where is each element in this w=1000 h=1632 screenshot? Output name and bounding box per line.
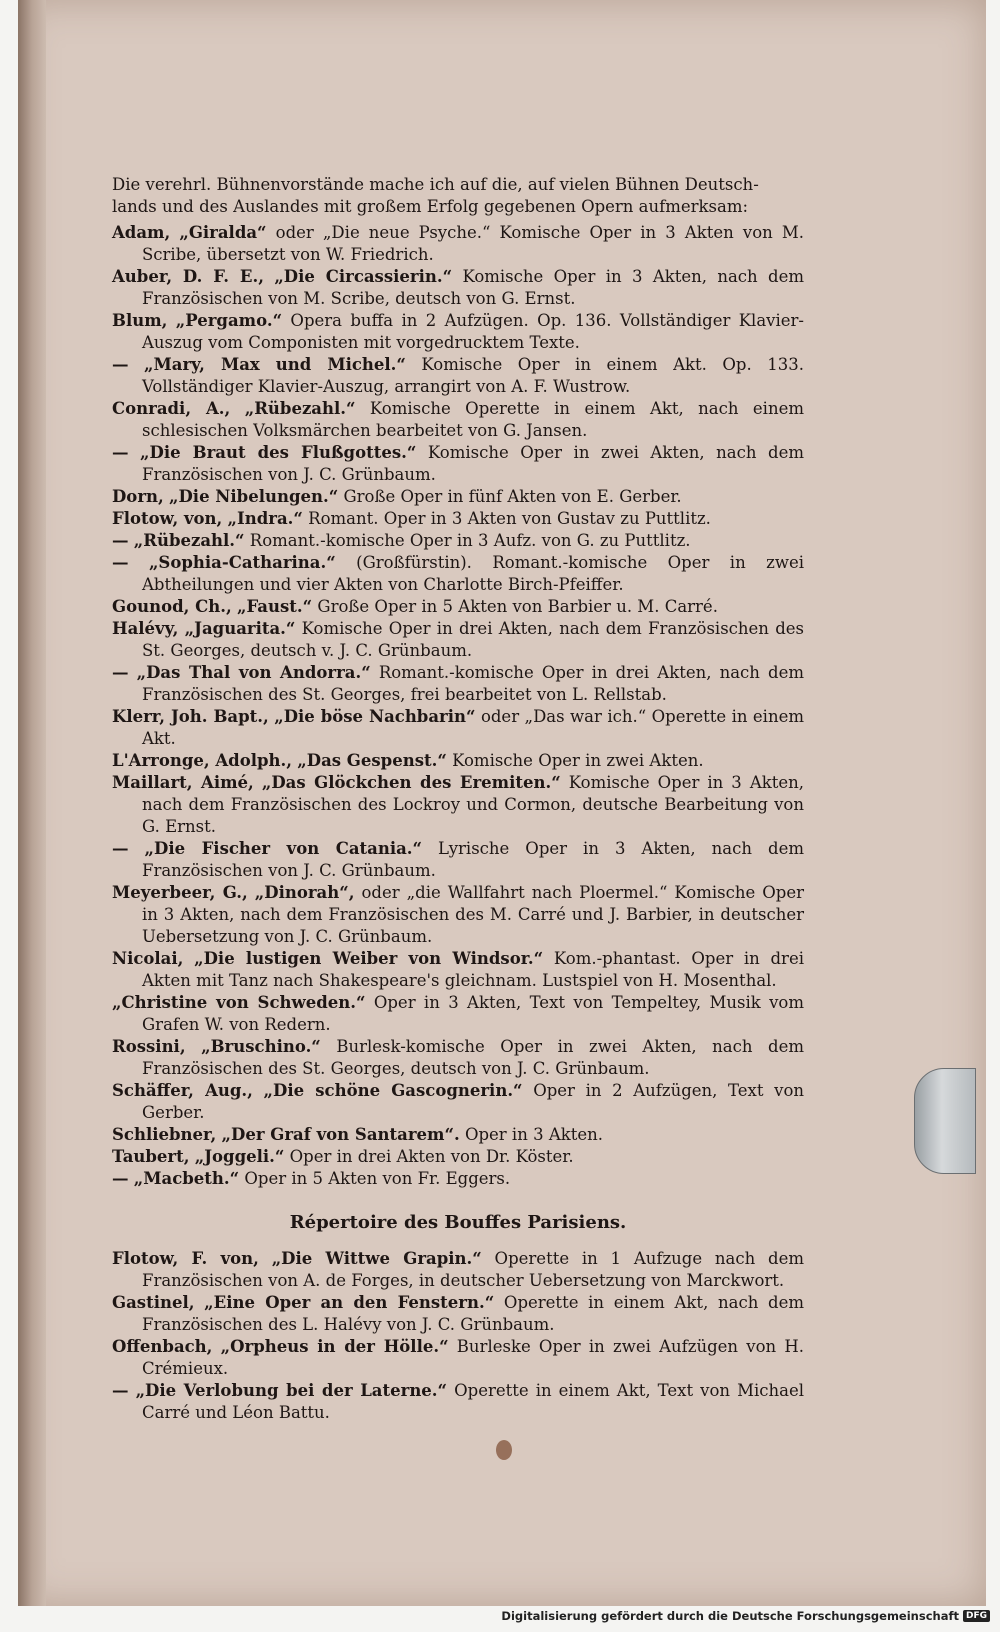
opera-title: „Die böse Nachbarin“ — [274, 707, 476, 726]
opera-entry — [112, 310, 804, 354]
opera-entry — [112, 882, 804, 948]
opera-title: „Das Glöckchen des Eremiten.“ — [261, 773, 561, 792]
opera-entry — [112, 618, 804, 662]
digitization-footer — [501, 1609, 990, 1623]
opera-entry — [112, 1036, 804, 1080]
opera-title: „Rübezahl.“ — [244, 399, 356, 418]
opera-entry — [112, 1380, 804, 1424]
opera-title: „Mary, Max und Michel.“ — [144, 355, 406, 374]
opera-title: „Christine von Schweden.“ — [112, 993, 366, 1012]
composer-name: Blum, — [112, 311, 168, 330]
opera-description: Komische Oper in 3 Akten, nach dem Französischen von M. Scribe, deutsch von G. Ernst. — [142, 267, 804, 308]
composer-name: Schäffer, Aug., — [112, 1081, 253, 1100]
opera-description: Romant.-komische Oper in drei Akten, nach dem Französischen des St. Georges, frei bearbeitet von L. Rellstab. — [142, 663, 804, 704]
opera-description: Romant. Oper in 3 Akten von Gustav zu Puttlitz. — [302, 509, 711, 528]
opera-entry — [112, 1336, 804, 1380]
composer-name: Flotow, von, — [112, 509, 223, 528]
intro-paragraph — [112, 174, 804, 218]
opera-description: oder „Die neue Psyche.“ Komische Oper in 3 Akten von M. Scribe, übersetzt von W. Friedrich. — [142, 223, 804, 264]
composer-name: Nicolai, — [112, 949, 184, 968]
opera-title: „Die Circassierin.“ — [274, 267, 453, 286]
opera-title: „Die Braut des Flußgottes.“ — [140, 443, 417, 462]
opera-title: „Eine Oper an den Fenstern.“ — [204, 1293, 495, 1312]
opera-title: „Macbeth.“ — [133, 1169, 240, 1188]
composer-name: Auber, D. F. E., — [112, 267, 264, 286]
opera-entry — [112, 1124, 804, 1146]
opera-title: „Faust.“ — [237, 597, 313, 616]
composer-name: Gastinel, — [112, 1293, 195, 1312]
opera-title: „Joggeli.“ — [194, 1147, 285, 1166]
composer-name: — — [112, 1169, 129, 1188]
composer-name: Klerr, Joh. Bapt., — [112, 707, 269, 726]
composer-name: — — [112, 443, 129, 462]
opera-entry — [112, 552, 804, 596]
opera-description: Oper in drei Akten von Dr. Köster. — [284, 1147, 574, 1166]
opera-entry — [112, 596, 804, 618]
opera-entry — [112, 992, 804, 1036]
opera-title: „Die Fischer von Catania.“ — [144, 839, 423, 858]
opera-entry — [112, 398, 804, 442]
composer-name: — — [112, 553, 129, 572]
opera-entry — [112, 222, 804, 266]
opera-description: Oper in 5 Akten von Fr. Eggers. — [239, 1169, 511, 1188]
opera-entry — [112, 838, 804, 882]
opera-title: „Pergamo.“ — [175, 311, 283, 330]
opera-entry — [112, 948, 804, 992]
opera-description: Burlesk-komische Oper in zwei Akten, nach dem Französischen des St. Georges, deutsch von J. C. Grünbaum. — [142, 1037, 804, 1078]
composer-name: — — [112, 531, 129, 550]
opera-entry — [112, 486, 804, 508]
opera-description: Komische Oper in einem Akt. Op. 133. Vollständiger Klavier-Auszug, arrangirt von A. F. Wustrow. — [142, 355, 804, 396]
opera-title: „Die Verlobung bei der Laterne.“ — [135, 1381, 448, 1400]
opera-title: „Die schöne Gascognerin.“ — [263, 1081, 523, 1100]
composer-name: Maillart, Aimé, — [112, 773, 254, 792]
opera-description: Komische Oper in zwei Akten. — [446, 751, 704, 770]
footer-text: Digitalisierung gefördert durch die Deutsche Forschungsgemeinschaft — [501, 1609, 959, 1623]
opera-list — [112, 222, 804, 1190]
composer-name: Conradi, A., — [112, 399, 231, 418]
opera-description: Burleske Oper in zwei Aufzügen von H. Crémieux. — [142, 1337, 804, 1378]
page-content — [112, 174, 804, 1424]
composer-name: Offenbach, — [112, 1337, 213, 1356]
composer-name: — — [112, 663, 129, 682]
opera-description: (Großfürstin). Romant.-komische Oper in zwei Abtheilungen und vier Akten von Charlotte Birch-Pfeiffer. — [142, 553, 804, 594]
opera-title: „Die Nibelungen.“ — [169, 487, 339, 506]
opera-title: „Indra.“ — [227, 509, 303, 528]
opera-title: „Orpheus in der Hölle.“ — [220, 1337, 449, 1356]
opera-title: „Jaguarita.“ — [184, 619, 296, 638]
opera-entry — [112, 772, 804, 838]
composer-name: — — [112, 839, 129, 858]
section-heading: Répertoire des Bouffes Parisiens. — [289, 1212, 627, 1233]
composer-name: Rossini, — [112, 1037, 186, 1056]
intro-line: lands und des Auslandes mit großem Erfolg gegebenen Opern aufmerksam: — [112, 197, 749, 216]
opera-title: „Dinorah“, — [254, 883, 355, 902]
opera-entry — [112, 1292, 804, 1336]
opera-entry — [112, 1080, 804, 1124]
bouffes-list — [112, 1248, 804, 1424]
composer-name: L'Arronge, Adolph., — [112, 751, 293, 770]
opera-description: Lyrische Oper in 3 Akten, nach dem Französischen von J. C. Grünbaum. — [142, 839, 804, 880]
opera-description: Operette in einem Akt, nach dem Französischen des L. Halévy von J. C. Grünbaum. — [142, 1293, 804, 1334]
composer-name: Adam, — [112, 223, 171, 242]
opera-title: „Rübezahl.“ — [133, 531, 245, 550]
opera-entry — [112, 266, 804, 310]
opera-entry — [112, 508, 804, 530]
opera-title: „Bruschino.“ — [201, 1037, 321, 1056]
opera-title: „Giralda“ — [179, 223, 267, 242]
opera-description: Oper in 3 Akten. — [459, 1125, 604, 1144]
opera-title: „Der Graf von Santarem“. — [221, 1125, 460, 1144]
composer-name: Halévy, — [112, 619, 179, 638]
opera-description: oder „Das war ich.“ Operette in einem Akt. — [142, 707, 804, 748]
ink-stain — [496, 1440, 512, 1460]
opera-entry — [112, 750, 804, 772]
composer-name: Schliebner, — [112, 1125, 217, 1144]
opera-description: Operette in 1 Aufzuge nach dem Französischen von A. de Forges, in deutscher Uebersetzung von Marckwort. — [142, 1249, 804, 1290]
intro-line: Die verehrl. Bühnenvorstände mache ich auf die, auf vielen Bühnen Deutsch- — [112, 175, 759, 194]
opera-description: Komische Oper in drei Akten, nach dem Französischen des St. Georges, deutsch v. J. C. Grünbaum. — [142, 619, 805, 660]
opera-description: Romant.-komische Oper in 3 Aufz. von G. zu Puttlitz. — [244, 531, 691, 550]
opera-title: „Das Gespenst.“ — [297, 751, 447, 770]
opera-title: „Sophia-Catharina.“ — [148, 553, 336, 572]
opera-description: Kom.-phantast. Oper in drei Akten mit Tanz nach Shakespeare's gleichnam. Lustspiel von H. Mosenthal. — [142, 949, 804, 990]
composer-name: Flotow, F. von, — [112, 1249, 259, 1268]
opera-title: „Das Thal von Andorra.“ — [136, 663, 371, 682]
page-clip — [914, 1068, 976, 1174]
opera-description: Komische Oper in zwei Akten, nach dem Französischen von J. C. Grünbaum. — [142, 443, 804, 484]
opera-description: Komische Operette in einem Akt, nach einem schlesischen Volksmärchen bearbeitet von G. Jansen. — [142, 399, 804, 440]
opera-entry — [112, 1168, 804, 1190]
opera-entry — [112, 1248, 804, 1292]
opera-description: Große Oper in 5 Akten von Barbier u. M. Carré. — [312, 597, 718, 616]
composer-name: — — [112, 355, 129, 374]
opera-entry — [112, 354, 804, 398]
opera-entry — [112, 530, 804, 552]
opera-title: „Die Wittwe Grapin.“ — [271, 1249, 482, 1268]
opera-description: oder „die Wallfahrt nach Ploermel.“ Komische Oper in 3 Akten, nach dem Französischen des M. Carré und J. Barbier, in deutscher Uebersetzung von J. C. Grünbaum. — [142, 883, 804, 946]
opera-description: Komische Oper in 3 Akten, nach dem Französischen des Lockroy und Cormon, deutsche Bearbeitung von G. Ernst. — [142, 773, 804, 836]
opera-description: Operette in einem Akt, Text von Michael Carré und Léon Battu. — [142, 1381, 804, 1422]
opera-description: Oper in 3 Akten, Text von Tempeltey, Musik vom Grafen W. von Redern. — [142, 993, 804, 1034]
composer-name: Taubert, — [112, 1147, 190, 1166]
opera-description: Große Oper in fünf Akten von E. Gerber. — [338, 487, 682, 506]
opera-entry — [112, 706, 804, 750]
opera-description: Opera buffa in 2 Aufzügen. Op. 136. Vollständiger Klavier-Auszug vom Componisten mit vorgedrucktem Texte. — [142, 311, 804, 352]
dfg-logo: DFG — [963, 1610, 990, 1622]
book-spine — [18, 0, 46, 1606]
composer-name: — — [112, 1381, 129, 1400]
opera-entry — [112, 662, 804, 706]
composer-name: Meyerbeer, G., — [112, 883, 248, 902]
composer-name: Gounod, Ch., — [112, 597, 232, 616]
opera-entry — [112, 1146, 804, 1168]
opera-title: „Die lustigen Weiber von Windsor.“ — [194, 949, 544, 968]
composer-name: Dorn, — [112, 487, 164, 506]
opera-description: Oper in 2 Aufzügen, Text von Gerber. — [142, 1081, 805, 1122]
opera-entry — [112, 442, 804, 486]
